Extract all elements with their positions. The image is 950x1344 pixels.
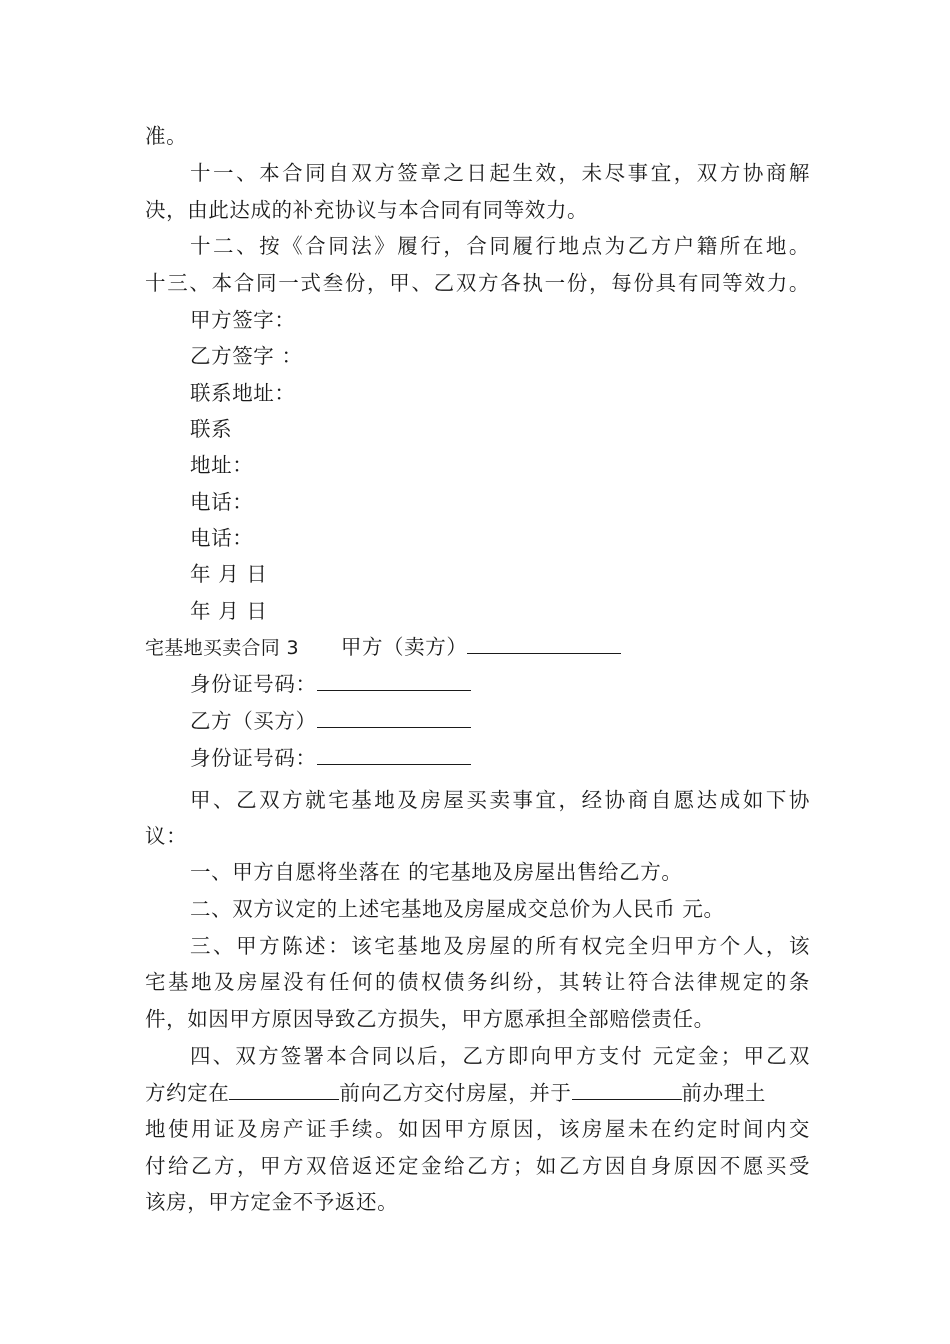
clause-12: 十二、按《合同法》履行，合同履行地点为乙方户籍所在地。 xyxy=(190,234,810,258)
clause-11-line-1: 十一、本合同自双方签章之日起生效，未尽事宜，双方协商解 xyxy=(190,161,810,185)
article-2: 二、双方议定的上述宅基地及房屋成交总价为人民币 元。 xyxy=(190,897,725,921)
phone-label-a: 电话： xyxy=(190,490,254,514)
text-segment: 方约定在 xyxy=(145,1081,230,1105)
text-segment: 前办理土 xyxy=(681,1081,766,1105)
article-4-line-2 xyxy=(145,1075,810,1111)
party-b-line xyxy=(190,703,810,739)
address-label: 地址： xyxy=(190,453,254,477)
contact-label: 联系 xyxy=(190,417,233,441)
text-line: 准。 xyxy=(145,124,188,148)
contract-title: 宅基地买卖合同 3 xyxy=(145,637,299,659)
certificate-date-blank xyxy=(572,1075,682,1100)
article-3-line-3: 件，如因甲方原因导致乙方损失，甲方愿承担全部赔偿责任。 xyxy=(145,1007,715,1031)
article-3-line-1: 三、甲方陈述：该宅基地及房屋的所有权完全归甲方个人，该 xyxy=(190,934,810,958)
contract-3-header xyxy=(145,629,810,665)
party-a-seller-label: 甲方（卖方） xyxy=(340,635,468,659)
preamble-line-1: 甲、乙双方就宅基地及房屋买卖事宜，经协商自愿达成如下协 xyxy=(190,788,810,812)
party-b-buyer-label: 乙方（买方） xyxy=(190,709,317,733)
party-b-id-line xyxy=(190,740,810,776)
article-4-line-3: 地使用证及房产证手续。如因甲方原因，该房屋未在约定时间内交 xyxy=(145,1117,810,1141)
article-1: 一、甲方自愿将坐落在 的宅基地及房屋出售给乙方。 xyxy=(190,860,683,884)
date-line-a: 年 月 日 xyxy=(190,562,268,586)
party-b-blank xyxy=(317,703,471,728)
article-4-line-1: 四、双方签署本合同以后，乙方即向甲方支付 元定金；甲乙双 xyxy=(190,1044,810,1068)
clause-11-line-2: 决，由此达成的补充协议与本合同有同等效力。 xyxy=(145,198,589,222)
phone-label-b: 电话： xyxy=(190,526,254,550)
delivery-date-blank xyxy=(229,1075,339,1100)
party-a-signature-label: 甲方签字： xyxy=(190,308,296,332)
preamble-line-2: 议： xyxy=(145,824,188,848)
party-a-id-line xyxy=(190,666,810,702)
article-4-line-4: 付给乙方，甲方双倍返还定金给乙方；如乙方因自身原因不愿买受 xyxy=(145,1154,810,1178)
contact-address-label: 联系地址： xyxy=(190,381,296,405)
text-segment: 前向乙方交付房屋，并于 xyxy=(339,1081,572,1105)
id-number-blank xyxy=(317,740,471,765)
id-number-label: 身份证号码： xyxy=(190,672,317,696)
date-line-b: 年 月 日 xyxy=(190,599,268,623)
id-number-label: 身份证号码： xyxy=(190,746,317,770)
article-3-line-2: 宅基地及房屋没有任何的债权债务纠纷，其转让符合法律规定的条 xyxy=(145,970,810,994)
party-a-blank xyxy=(467,629,621,654)
party-b-signature-label: 乙方签字 ： xyxy=(190,344,303,368)
article-4-line-5: 该房，甲方定金不予返还。 xyxy=(145,1190,399,1214)
clause-13: 十三、本合同一式叁份，甲、乙双方各执一份，每份具有同等效力。 xyxy=(145,271,810,295)
id-number-blank xyxy=(317,666,471,691)
